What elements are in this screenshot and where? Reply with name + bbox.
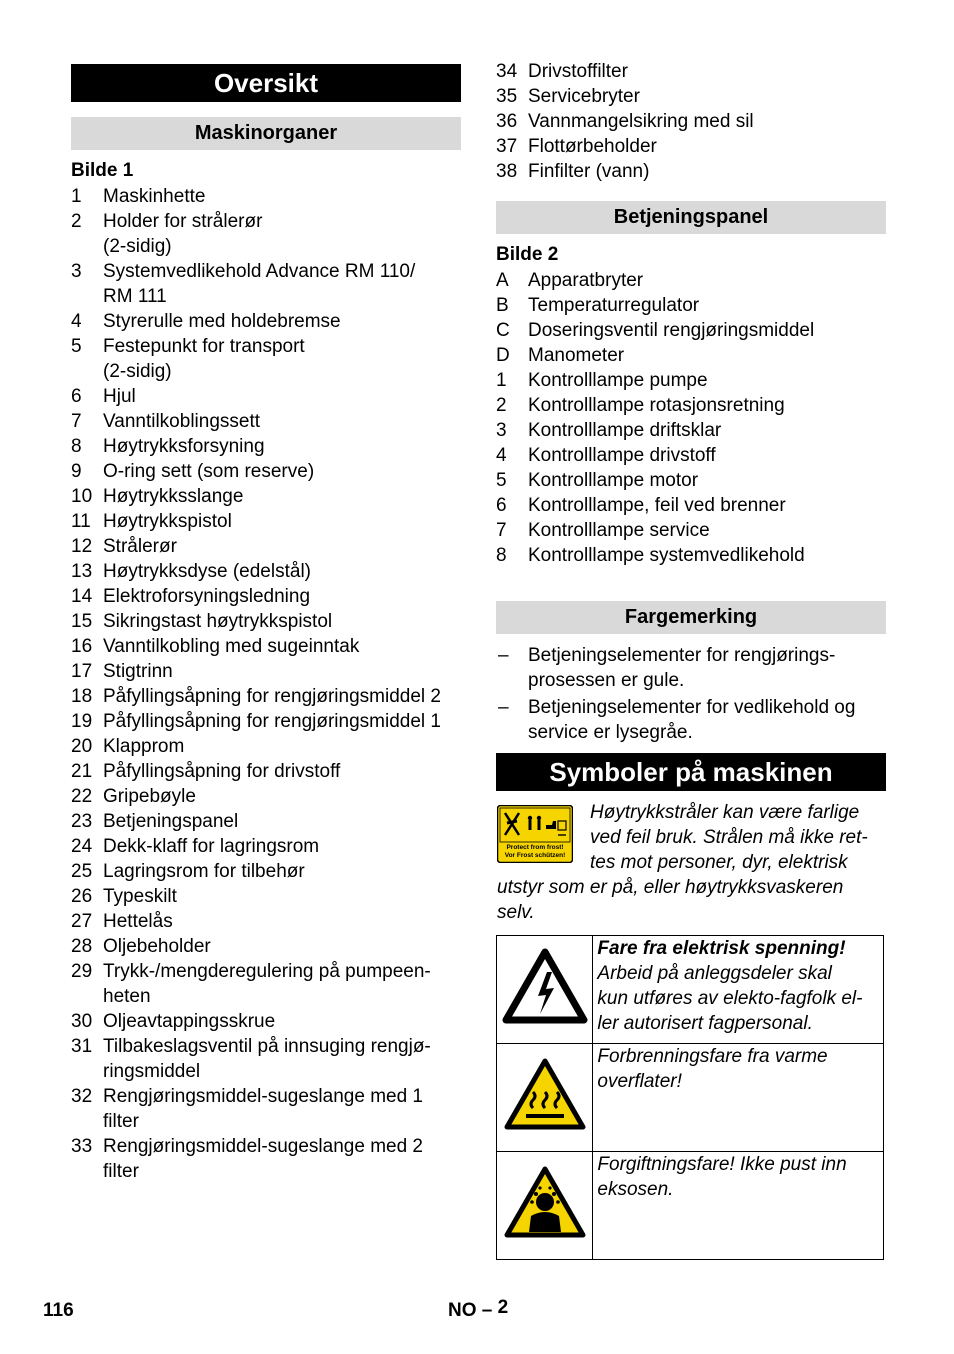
high-pressure-warning-sticker-icon	[497, 805, 573, 863]
machine-part-item-number: 5	[71, 336, 82, 357]
machine-part-item-number: 1	[71, 186, 82, 207]
electric-hazard-icon	[497, 936, 593, 1044]
color-coding-item-text: Betjeningselementer for rengjørings-	[528, 645, 836, 666]
machine-part-item-number: 15	[71, 611, 93, 632]
machine-part-item	[71, 609, 471, 634]
machine-part-item-text: Vannmangelsikring med sil	[528, 111, 754, 132]
machine-part-item-text: Klapprom	[103, 736, 185, 757]
control-panel-item-number: 7	[496, 520, 507, 541]
dash-bullet: –	[498, 645, 509, 666]
control-panel-item-number: 8	[496, 545, 507, 566]
machine-part-item	[71, 459, 471, 484]
machine-part-item-number: 4	[71, 311, 82, 332]
machine-part-item	[71, 834, 471, 859]
machine-part-item	[71, 309, 471, 334]
machine-part-item-number: 6	[71, 386, 82, 407]
machine-part-item-text: Finfilter (vann)	[528, 161, 650, 182]
footer-separator: –	[481, 1300, 493, 1321]
machine-part-item-text: Lagringsrom for tilbehør	[103, 861, 305, 882]
control-panel-item-number: 3	[496, 420, 507, 441]
color-coding-item-text: prosessen er gule.	[528, 670, 685, 691]
figure-2-label: Bilde 2	[496, 244, 559, 265]
control-panel-item	[496, 343, 896, 368]
control-panel-list	[496, 268, 896, 568]
machine-part-item	[71, 1084, 471, 1134]
control-panel-item-text: Kontrolllampe pumpe	[528, 370, 708, 391]
machine-part-item-number: 7	[71, 411, 82, 432]
machine-part-item	[71, 559, 471, 584]
symbols-title: Symboler på maskinen	[496, 753, 886, 791]
machine-part-item-text: Hettelås	[103, 911, 173, 932]
color-coding-item-text: Betjeningselementer for vedlikehold og	[528, 697, 856, 718]
machine-part-item	[496, 84, 896, 109]
machine-part-item-text: Stigtrinn	[103, 661, 173, 682]
machine-part-item	[71, 859, 471, 884]
control-panel-item-text: Kontrolllampe motor	[528, 470, 699, 491]
symbol-intro-line-2: ved feil bruk. Strålen må ikke ret-	[590, 827, 868, 848]
control-panel-item	[496, 518, 896, 543]
toxic-warning-line-2: eksosen.	[597, 1179, 674, 1200]
control-panel-item	[496, 468, 896, 493]
machine-part-item	[71, 209, 471, 259]
control-panel-item-number: 5	[496, 470, 507, 491]
control-panel-item-text: Manometer	[528, 345, 625, 366]
control-panel-item	[496, 418, 896, 443]
page-number: 116	[43, 1300, 74, 1321]
machine-part-item-text: Påfyllingsåpning for rengjøringsmiddel 1	[103, 711, 441, 732]
machine-part-item-text: Flottørbeholder	[528, 136, 657, 157]
control-panel-item-text: Kontrolllampe drivstoff	[528, 445, 716, 466]
control-panel-item	[496, 293, 896, 318]
machine-part-item-text-cont: RM 111	[103, 286, 167, 307]
control-panel-item-text: Kontrolllampe rotasjonsretning	[528, 395, 785, 416]
machine-part-item-number: 10	[71, 486, 93, 507]
sticker-line-2: Vor Frost schützen!	[504, 852, 566, 859]
warning-row-hot-surface	[497, 1044, 884, 1152]
machine-part-item	[71, 659, 471, 684]
machine-part-item-text: Hjul	[103, 386, 136, 407]
language-code: NO	[448, 1300, 477, 1321]
machine-part-item-text: Servicebryter	[528, 86, 640, 107]
hot-surface-icon	[497, 1044, 593, 1152]
machine-part-item-text: Tilbakeslagsventil på innsuging rengjø-	[103, 1036, 431, 1057]
machine-part-item-text: Vanntilkobling med sugeinntak	[103, 636, 360, 657]
machine-part-item-number: 13	[71, 561, 93, 582]
machine-part-item-number: 38	[496, 161, 518, 182]
machine-part-item-text: Sikringstast høytrykkspistol	[103, 611, 333, 632]
control-panel-item	[496, 543, 896, 568]
machine-part-item	[71, 1034, 471, 1084]
machine-part-item-number: 22	[71, 786, 93, 807]
machine-part-item	[71, 684, 471, 709]
control-panel-item	[496, 493, 896, 518]
toxic-fumes-icon	[497, 1152, 593, 1260]
machine-part-item-number: 35	[496, 86, 518, 107]
control-panel-item-text: Kontrolllampe systemvedlikehold	[528, 545, 805, 566]
machine-parts-heading: Maskinorganer	[71, 117, 461, 150]
electric-warning-line-1: Arbeid på anleggsdeler skal	[597, 963, 832, 984]
machine-part-item-number: 29	[71, 961, 93, 982]
machine-part-item-text: Vanntilkoblingssett	[103, 411, 261, 432]
machine-part-item-number: 25	[71, 861, 93, 882]
machine-part-item-text: Betjeningspanel	[103, 811, 239, 832]
machine-part-item-number: 8	[71, 436, 82, 457]
color-coding-list	[496, 643, 896, 747]
toxic-warning-line-1: Forgiftningsfare! Ikke pust inn	[597, 1154, 847, 1175]
machine-part-item-text: Drivstoffilter	[528, 61, 628, 82]
machine-part-item-text: Elektroforsyningsledning	[103, 586, 311, 607]
control-panel-item-text: Temperaturregulator	[528, 295, 700, 316]
control-panel-item	[496, 368, 896, 393]
machine-part-item-text-cont: filter	[103, 1111, 139, 1132]
machine-part-item	[71, 709, 471, 734]
machine-part-item	[71, 509, 471, 534]
machine-part-item-number: 12	[71, 536, 93, 557]
machine-part-item-number: 18	[71, 686, 93, 707]
machine-part-item-text: Holder for strålerør	[103, 211, 263, 232]
color-coding-item	[496, 643, 896, 693]
machine-part-item-text-cont: filter	[103, 1161, 139, 1182]
symbol-intro-line-3: tes mot personer, dyr, elektrisk	[590, 852, 848, 873]
color-coding-item-text: service er lysegråe.	[528, 722, 693, 743]
machine-part-item	[71, 809, 471, 834]
machine-part-item-text: Systemvedlikehold Advance RM 110/	[103, 261, 416, 282]
hot-surface-warning-line-2: overflater!	[597, 1071, 682, 1092]
machine-part-item-number: 33	[71, 1136, 93, 1157]
machine-part-item	[496, 159, 896, 184]
machine-part-item-text: Typeskilt	[103, 886, 177, 907]
machine-part-item-text: Gripebøyle	[103, 786, 196, 807]
machine-part-item-text: Strålerør	[103, 536, 177, 557]
machine-part-item-text: Rengjøringsmiddel-sugeslange med 2	[103, 1136, 424, 1157]
machine-part-item-number: 2	[71, 211, 82, 232]
machine-part-item-number: 21	[71, 761, 93, 782]
electric-warning-line-3: ler autorisert fagpersonal.	[597, 1013, 813, 1034]
machine-part-item	[71, 409, 471, 434]
machine-part-item-text-cont: (2-sidig)	[103, 236, 172, 257]
machine-part-item-text-cont: ringsmiddel	[103, 1061, 201, 1082]
machine-part-item	[496, 109, 896, 134]
machine-part-item-number: 26	[71, 886, 93, 907]
machine-part-item-number: 16	[71, 636, 93, 657]
control-panel-item	[496, 268, 896, 293]
color-coding-heading: Fargemerking	[496, 601, 886, 634]
control-panel-item-number: 6	[496, 495, 507, 516]
machine-part-item	[71, 1009, 471, 1034]
machine-part-item-text: Oljebeholder	[103, 936, 211, 957]
machine-part-item	[71, 1134, 471, 1184]
machine-part-item-number: 31	[71, 1036, 93, 1057]
control-panel-item-number: D	[496, 345, 510, 366]
machine-part-item-text: O-ring sett (som reserve)	[103, 461, 315, 482]
machine-part-item-text: Styrerulle med holdebremse	[103, 311, 341, 332]
machine-part-item-number: 20	[71, 736, 93, 757]
machine-part-item	[496, 59, 896, 84]
figure-1-label: Bilde 1	[71, 160, 134, 181]
control-panel-item	[496, 443, 896, 468]
machine-part-item	[71, 334, 471, 384]
hot-surface-warning-line-1: Forbrenningsfare fra varme	[597, 1046, 828, 1067]
machine-part-item-text-cont: (2-sidig)	[103, 361, 172, 382]
machine-part-item-number: 3	[71, 261, 82, 282]
control-panel-item-number: 4	[496, 445, 507, 466]
machine-part-item-number: 23	[71, 811, 93, 832]
machine-part-item-text: Høytrykkspistol	[103, 511, 232, 532]
machine-part-item	[71, 884, 471, 909]
warnings-table	[496, 935, 884, 1260]
control-panel-item-number: 1	[496, 370, 507, 391]
control-panel-item-text: Kontrolllampe, feil ved brenner	[528, 495, 786, 516]
control-panel-item-number: A	[496, 270, 509, 291]
warning-row-electric	[497, 936, 884, 1044]
machine-part-item-text: Påfyllingsåpning for rengjøringsmiddel 2	[103, 686, 441, 707]
control-panel-item-text: Doseringsventil rengjøringsmiddel	[528, 320, 815, 341]
machine-parts-list-continued	[496, 59, 896, 184]
machine-part-item-number: 14	[71, 586, 93, 607]
machine-part-item-number: 19	[71, 711, 93, 732]
machine-part-item-number: 30	[71, 1011, 93, 1032]
machine-parts-list	[71, 184, 471, 1184]
sticker-line-1: Protect from frost!	[506, 844, 564, 851]
machine-part-item	[71, 259, 471, 309]
machine-part-item-text: Høytrykksslange	[103, 486, 244, 507]
control-panel-item-number: B	[496, 295, 509, 316]
control-panel-item-text: Kontrolllampe service	[528, 520, 710, 541]
machine-part-item-number: 27	[71, 911, 93, 932]
machine-part-item	[71, 909, 471, 934]
electric-warning-title: Fare fra elektrisk spenning!	[597, 938, 846, 959]
machine-part-item	[71, 584, 471, 609]
symbol-intro-line-4: utstyr som er på, eller høytrykksvaskeren	[497, 877, 844, 898]
machine-part-item-number: 36	[496, 111, 518, 132]
symbol-intro-line-1: Høytrykkstråler kan være farlige	[590, 802, 860, 823]
machine-part-item	[71, 634, 471, 659]
control-panel-item-number: 2	[496, 395, 507, 416]
machine-part-item-text: Festepunkt for transport	[103, 336, 305, 357]
color-coding-item	[496, 695, 896, 745]
machine-part-item-text: Maskinhette	[103, 186, 206, 207]
machine-part-item-text: Høytrykksforsyning	[103, 436, 265, 457]
machine-part-item-number: 37	[496, 136, 518, 157]
language-page-number: 2	[497, 1297, 509, 1318]
machine-part-item-text: Trykk-/mengderegulering på pumpeen-	[103, 961, 431, 982]
machine-part-item-number: 9	[71, 461, 82, 482]
overview-title: Oversikt	[71, 64, 461, 102]
control-panel-item-text: Kontrolllampe driftsklar	[528, 420, 722, 441]
machine-part-item	[71, 484, 471, 509]
dash-bullet: –	[498, 697, 509, 718]
symbol-intro-line-5: selv.	[497, 902, 535, 923]
machine-part-item-number: 24	[71, 836, 93, 857]
warning-row-toxic	[497, 1152, 884, 1260]
machine-part-item	[71, 184, 471, 209]
machine-part-item	[71, 784, 471, 809]
machine-part-item	[71, 534, 471, 559]
machine-part-item	[71, 384, 471, 409]
machine-part-item-number: 28	[71, 936, 93, 957]
machine-part-item-text-cont: heten	[103, 986, 151, 1007]
machine-part-item-text: Rengjøringsmiddel-sugeslange med 1	[103, 1086, 424, 1107]
machine-part-item-text: Høytrykksdyse (edelstål)	[103, 561, 311, 582]
machine-part-item-text: Oljeavtappingsskrue	[103, 1011, 276, 1032]
control-panel-item-text: Apparatbryter	[528, 270, 644, 291]
electric-warning-line-2: kun utføres av elekto-fagfolk el-	[597, 988, 863, 1009]
machine-part-item	[71, 934, 471, 959]
control-panel-heading: Betjeningspanel	[496, 201, 886, 234]
machine-part-item-text: Påfyllingsåpning for drivstoff	[103, 761, 341, 782]
machine-part-item	[71, 734, 471, 759]
machine-part-item-number: 17	[71, 661, 93, 682]
machine-part-item-number: 34	[496, 61, 518, 82]
machine-part-item-number: 32	[71, 1086, 93, 1107]
control-panel-item-number: C	[496, 320, 510, 341]
control-panel-item	[496, 393, 896, 418]
control-panel-item	[496, 318, 896, 343]
machine-part-item	[71, 434, 471, 459]
machine-part-item	[71, 959, 471, 1009]
machine-part-item	[496, 134, 896, 159]
language-page-label	[448, 1297, 509, 1322]
machine-part-item-text: Dekk-klaff for lagringsrom	[103, 836, 320, 857]
machine-part-item-number: 11	[71, 511, 91, 532]
machine-part-item	[71, 759, 471, 784]
